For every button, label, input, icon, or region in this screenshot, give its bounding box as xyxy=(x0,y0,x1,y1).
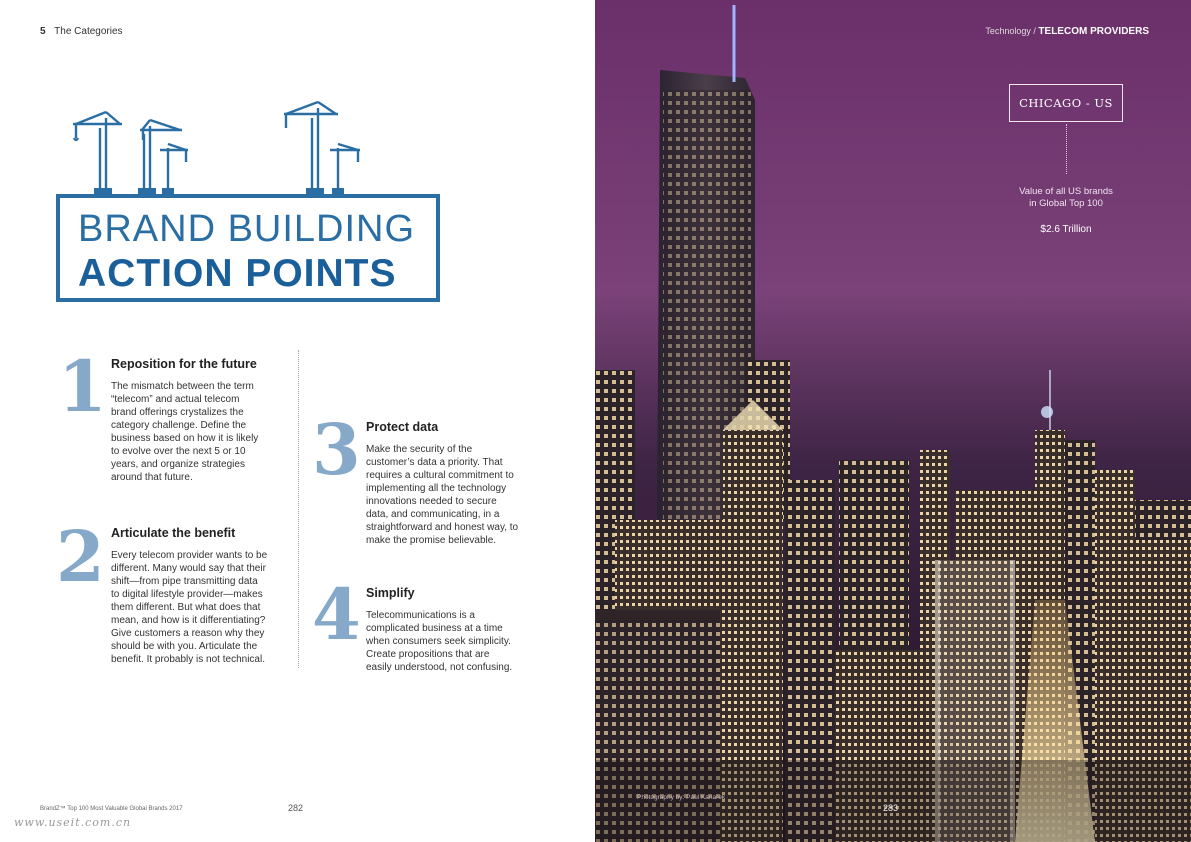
city-skyline-image xyxy=(595,0,1191,842)
point-title-3: Protect data xyxy=(366,420,439,434)
point-body-4: Telecommunications is a complicated business at a time when consumers seek simplicity. Create propositions that are easily understood, not confusing. xyxy=(366,610,513,673)
left-page xyxy=(0,0,595,842)
city-label: CHICAGO - US xyxy=(1009,84,1123,122)
column-divider xyxy=(298,350,299,668)
title-line-2: ACTION POINTS xyxy=(78,252,397,295)
right-page-photo xyxy=(595,0,1191,842)
point-title-2: Articulate the benefit xyxy=(111,526,236,540)
city-connector-line xyxy=(1066,124,1067,174)
title-box xyxy=(56,194,440,302)
section-number: 5 xyxy=(40,26,46,37)
point-number-2: 2 xyxy=(56,515,105,598)
right-header xyxy=(985,26,1149,37)
page-number-left: 282 xyxy=(288,803,304,813)
point-title-1: Reposition for the future xyxy=(111,357,257,371)
point-number-3: 3 xyxy=(312,408,361,491)
point-number-4: 4 xyxy=(312,573,361,656)
point-body-2: Every telecom provider wants to be different. Many would say that their shift—from pipe transmitting data to digital lifestyle provider—makes them different. But what does that mean, and how is it differentiating? Give customers a reason why they should be with you. Articulate the benefit. It probably is not technical. xyxy=(111,550,268,665)
watermark: www.useit.com.cn xyxy=(14,816,132,829)
page-number-right: 283 xyxy=(883,803,899,813)
section-name: The Categories xyxy=(54,26,123,37)
point-number-1: 1 xyxy=(58,345,107,428)
cranes-illustration xyxy=(70,98,370,196)
title-line-1: BRAND BUILDING xyxy=(78,208,416,250)
point-body-1: The mismatch between the term “telecom” and actual telecom brand offerings crystalizes the category challenge. Define the business based on how it is likely to evolve over the next 5 or 10 years, and organize strategies around that future. xyxy=(111,381,259,483)
point-title-4: Simplify xyxy=(366,586,415,600)
header-separator: / xyxy=(1033,26,1036,36)
point-body-3: Make the security of the customer’s data a priority. That requires a cultural commitment to implementing all the technology innovations needed to secure data, and communicating, in a straightforward and honest way, to make the promise believable. xyxy=(366,444,519,546)
footer-publication: BrandZ™ Top 100 Most Valuable Global Brands 2017 xyxy=(40,806,183,812)
header-subcategory: TELECOM PROVIDERS xyxy=(1038,26,1149,37)
section-header xyxy=(40,26,123,37)
value-label: Value of all US brands in Global Top 100 xyxy=(1019,186,1113,209)
header-category: Technology xyxy=(985,26,1031,36)
value-amount: $2.6 Trillion xyxy=(1040,224,1092,235)
photo-credit: Photography by: Paul Kanarek xyxy=(637,794,726,801)
